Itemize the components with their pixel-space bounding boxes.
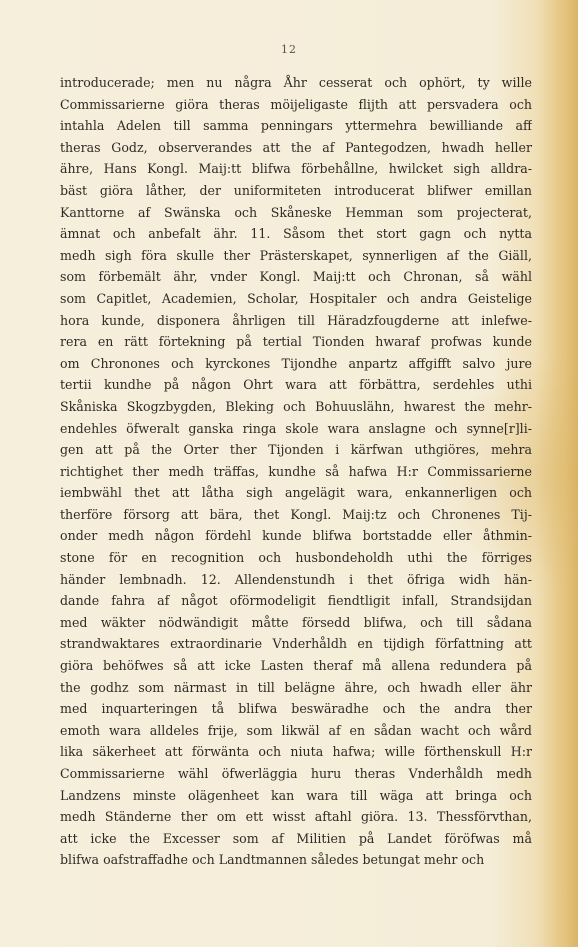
- text-line: bäst giöra låther, der uniformiteten introducerat blifwer emillan: [60, 182, 532, 198]
- text-line: ämnat och anbefalt ähr. 11. Såsom thet stort gagn och nytta: [60, 226, 532, 242]
- text-line: Commissarierne wähl öfwerläggia huru theras Vnderhåldh medh: [60, 766, 532, 781]
- text-line: som Capitlet, Academien, Scholar, Hospitaler och andra Geistelige: [60, 290, 532, 306]
- text-line: richtighet ther medh träffas, kundhe så hafwa H:r Commissarierne: [60, 463, 532, 479]
- text-line: tertii kundhe på någon Ohrt wara att förbättra, serdehles uthi: [60, 377, 532, 393]
- text-line: Commissarierne giöra theras möijeligaste flijth att persvadera och: [60, 96, 532, 112]
- text-line: händer lembnadh. 12. Allendenstundh i thet öfriga widh hän-: [60, 571, 532, 587]
- text-line: theras Godz, observerandes att the af Pantegodzen, hwadh heller: [60, 139, 532, 155]
- page-edge-stain: [536, 0, 578, 947]
- text-line: stone för en recognition och husbondeholdh uthi the förriges: [60, 550, 532, 566]
- text-line: strandwaktares extraordinarie Vnderhåldh en tijdigh författning att: [60, 636, 532, 652]
- text-line: the godhz som närmast in till belägne ähre, och hwadh eller ähr: [60, 679, 532, 695]
- page-number: 12: [281, 43, 297, 56]
- text-line: med inquarteringen tå blifwa beswäradhe och the andra ther: [60, 701, 532, 717]
- text-line: hora kunde, disponera åhrligen till Häradzfougderne att inlefwe-: [60, 312, 532, 328]
- text-line: medh sigh föra skulle ther Prästerskapet, synnerligen af the Giäll,: [60, 247, 532, 263]
- text-line: emoth wara alldeles frije, som likwäl af en sådan wacht och wård: [60, 722, 532, 738]
- text-line: dande fahra af något oförmodeligit fiendtligit infall, Strandsijdan: [60, 593, 532, 609]
- text-line: ähre, Hans Kongl. Maij:tt blifwa förbehållne, hwilcket sigh alldra-: [60, 161, 532, 177]
- text-line: som förbemält ähr, vnder Kongl. Maij:tt och Chronan, så wähl: [60, 269, 532, 285]
- text-line: att icke the Excesser som af Militien på Landet föröfwas må: [60, 830, 532, 846]
- text-line: medh Ständerne ther om ett wisst aftahl giöra. 13. Thessförvthan,: [60, 809, 532, 825]
- text-line: om Chronones och kyrckones Tijondhe anpartz affgifft salvo jure: [60, 355, 532, 371]
- text-line: blifwa oafstraffadhe och Landtmannen således betungat mehr och: [60, 852, 485, 868]
- text-line: rera en rätt förtekning på tertial Tionden hwaraf profwas kunde: [60, 334, 532, 350]
- text-line: therföre försorg att bära, thet Kongl. Maij:tz och Chronenes Tij-: [60, 506, 532, 522]
- body-text: [60, 72, 532, 871]
- text-line: iembwähl thet att låtha sigh angelägit wara, enkannerligen och: [60, 485, 532, 501]
- text-line: giöra behöfwes så att icke Lasten theraf må allena redundera på: [60, 658, 532, 674]
- text-line: gen att på the Orter ther Tijonden i kärfwan uthgiöres, mehra: [60, 442, 532, 458]
- text-line: lika säkerheet att förwänta och niuta hafwa; wille förthenskull H:r: [60, 744, 532, 760]
- text-line: Landzens minste olägenheet kan wara till wäga att bringa och: [60, 787, 532, 803]
- text-line: introducerade; men nu några Åhr cesserat och ophört, ty wille: [60, 75, 532, 90]
- text-line: Kanttorne af Swänska och Skåneske Hemman som projecterat,: [60, 204, 532, 220]
- text-line: Skåniska Skogzbygden, Bleking och Bohuuslähn, hwarest the mehr-: [60, 398, 532, 414]
- text-line: endehles öfweralt ganska ringa skole wara anslagne och synne[r]li-: [60, 420, 532, 436]
- text-line: intahla Adelen till samma penningars yttermehra bewilliande aff: [60, 118, 532, 134]
- text-line: med wäkter nödwändigit måtte försedd blifwa, och till sådana: [60, 614, 532, 630]
- text-line: onder medh någon fördehl kunde blifwa bortstadde eller åthmin-: [60, 528, 532, 544]
